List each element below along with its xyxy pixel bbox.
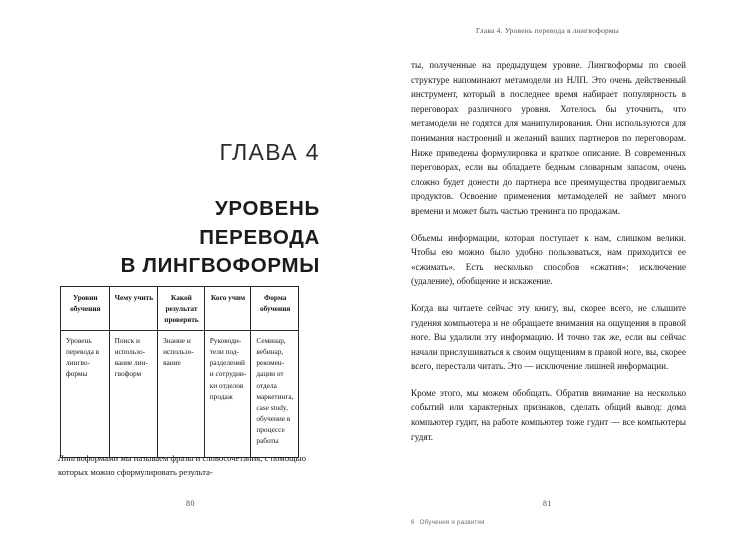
chapter-title-line-2: ПЕРЕВОДА (199, 225, 320, 249)
series-footer (411, 519, 485, 526)
chapter-title (55, 195, 320, 280)
right-page-body-text (411, 58, 686, 444)
paragraph: Кроме этого, мы можем обобщать. Обратив внимание на несколько событий или характерных признаков, сделать общий вывод: дома компьютер гудит, на работе компьютер тоже гудит — все компьютеры гудят. (411, 387, 686, 442)
paragraph: Когда вы читаете сейчас эту книгу, вы, скорее всего, не слышите гудения компьютера и не обращаете внимания на ощущения в правой ноге. Вы удалили эту информацию. И точно так же, если вы сейчас начали прислушиваться к своим ощущениям в правой ноге, вы, скорее всего, перестали читать. Это — исключение лишней информации. (411, 302, 686, 372)
table-header-cell: Кого учим (204, 287, 251, 331)
table-cell: Поиск и использование лингвоформ (109, 331, 158, 458)
table-cell: Руководители подразделений и сотрудники отделов продаж (204, 331, 251, 458)
series-footer-title: Обучения и развития (419, 519, 485, 526)
paragraph: Объемы информации, которая поступает к нам, слишком велики. Чтобы ею можно было удобно пользоваться, нам приходится ее «сжимать». Есть несколько способов «сжатия»: исключение (удаление), обобщение и искажение. (411, 232, 686, 287)
chapter-title-line-1: УРОВЕНЬ (214, 197, 320, 221)
chapter-number-label: ГЛАВА 4 (219, 139, 320, 165)
table-cell: Семинар, вебинар, рекомендации от отдела маркетинга, case study, обучение в процессе работы (251, 331, 299, 458)
chapter-heading-block (55, 140, 320, 280)
page-number-value: 80 (186, 499, 195, 508)
table-cell: Уровень перевода в лингвоформы (61, 331, 110, 458)
running-head: Глава 4. Уровень перевода в лингвоформы (475, 26, 620, 35)
table-header-cell: Чему учить (109, 287, 158, 331)
chapter-title-line-3: В ЛИНГВОФОРМЫ (120, 253, 320, 277)
table-header-cell: Какой результат проверять (158, 287, 205, 331)
paragraph: ты, полученные на предыдущем уровне. Лингвоформы по своей структуре напоминают метамодели из НЛП. Это очень действенный инструмент, который в последнее время набирает популярность в переговорах различного уровня. Хотелось бы уточнить, что метамодели не годятся для манипулирования. Они используются для понимания настроений и желаний ваших партнеров по переговорам. Ниже приведены формулировка и краткое описание. В современных переговорах, если вы обладаете бедным словарным запасом, очень сложно будет донести до партнера все преимущества продвигаемых продуктов. Освоение применения метамоделей не займет много времени и может быть частью тренинга по продажам. (411, 60, 686, 216)
left-page-body-text (58, 452, 306, 490)
table-header-cell: Форма обучения (251, 287, 299, 331)
table-header-row (61, 287, 299, 331)
page-number-right (365, 499, 730, 508)
right-page (365, 0, 730, 540)
page-number-value: 81 (543, 499, 552, 508)
page-number-left (0, 499, 365, 508)
table-header-cell: Уровни обучения (61, 287, 110, 331)
table-cell: Знание и использование (158, 331, 205, 458)
levels-table (60, 286, 299, 458)
paragraph: Лингвоформами мы называем фразы и словосочетания, с помощью которых можно сформулировать результа- (58, 453, 306, 477)
levels-table-head (61, 287, 299, 331)
table-row (61, 331, 299, 458)
levels-table-wrapper (60, 286, 299, 458)
series-footer-number: 6 (411, 519, 415, 526)
levels-table-body (61, 331, 299, 458)
